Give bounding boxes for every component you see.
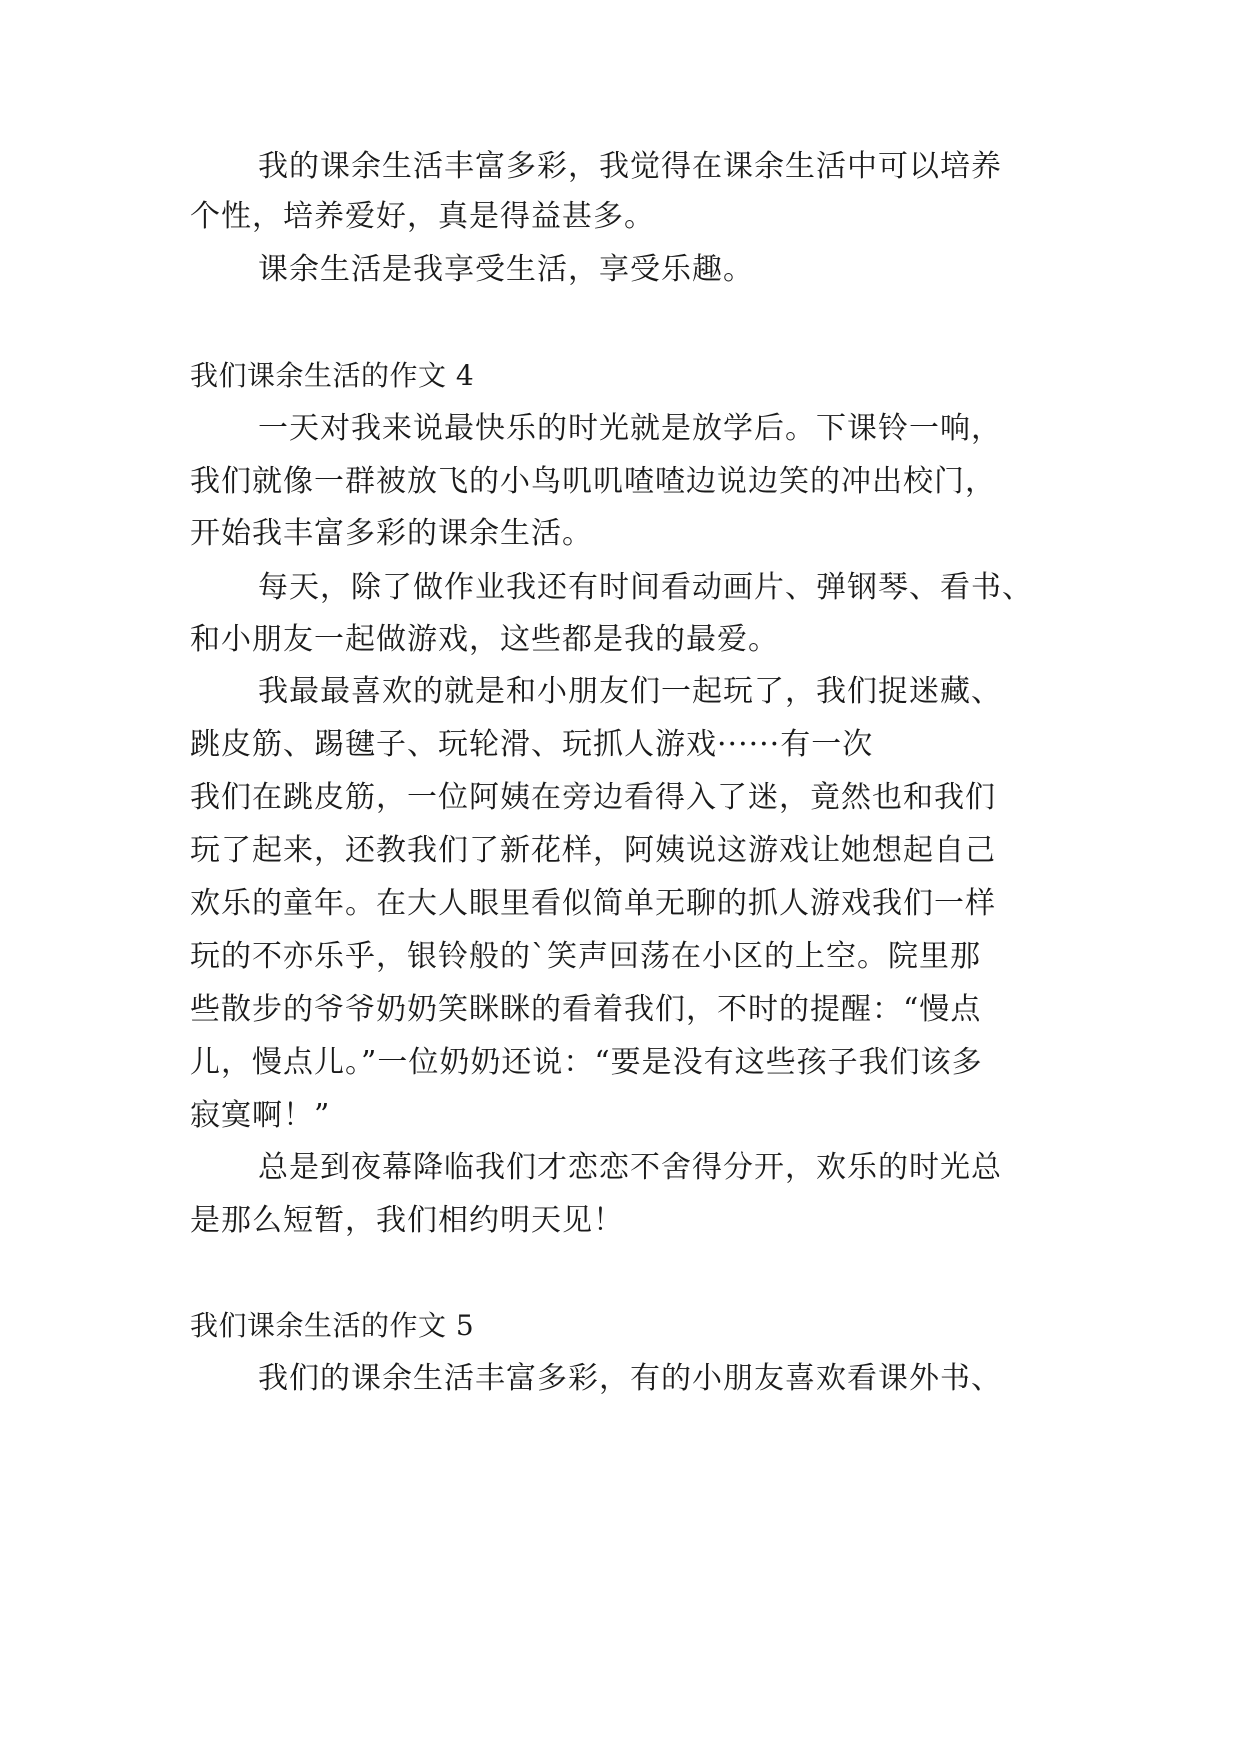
body-text-line: 开始我丰富多彩的课余生活。 [190, 516, 593, 551]
section-heading: 我们课余生活的作文 5 [190, 1309, 475, 1342]
body-text-line: 和小朋友一起做游戏，这些都是我的最爱。 [190, 622, 779, 657]
body-text-line: 欢乐的童年。在大人眼里看似简单无聊的抓人游戏我们一样 [190, 886, 996, 921]
body-text-line: 寂寞啊！” [190, 1098, 331, 1133]
body-text-line: 玩的不亦乐乎，银铃般的`笑声回荡在小区的上空。院里那 [190, 939, 981, 974]
body-text-line: 我最最喜欢的就是和小朋友们一起玩了，我们捉迷藏、 [258, 674, 1002, 709]
body-text-line: 我们在跳皮筋，一位阿姨在旁边看得入了迷，竟然也和我们 [190, 780, 996, 815]
body-text-line: 每天，除了做作业我还有时间看动画片、弹钢琴、看书、 [258, 570, 1033, 605]
body-text-line: 玩了起来，还教我们了新花样，阿姨说这游戏让她想起自己 [190, 833, 996, 868]
body-text-line: 我们就像一群被放飞的小鸟叽叽喳喳边说边笑的冲出校门， [190, 464, 996, 499]
body-text-line: 个性，培养爱好，真是得益甚多。 [190, 199, 655, 234]
body-text-line: 跳皮筋、踢毽子、玩轮滑、玩抓人游戏······有一次 [190, 727, 874, 762]
body-text-line: 我们的课余生活丰富多彩，有的小朋友喜欢看课外书、 [258, 1361, 1002, 1396]
section-heading: 我们课余生活的作文 4 [190, 359, 475, 392]
body-text-line: 一天对我来说最快乐的时光就是放学后。下课铃一响， [258, 411, 1002, 446]
body-text-line: 我的课余生活丰富多彩，我觉得在课余生活中可以培养 [258, 149, 1002, 184]
body-text-line: 些散步的爷爷奶奶笑眯眯的看着我们，不时的提醒：“慢点 [190, 992, 982, 1027]
body-text-line: 是那么短暂，我们相约明天见！ [190, 1203, 624, 1238]
body-text-line: 课余生活是我享受生活，享受乐趣。 [258, 252, 754, 287]
body-text-line: 儿，慢点儿。”一位奶奶还说：“要是没有这些孩子我们该多 [190, 1045, 983, 1080]
body-text-line: 总是到夜幕降临我们才恋恋不舍得分开，欢乐的时光总 [258, 1150, 1002, 1185]
